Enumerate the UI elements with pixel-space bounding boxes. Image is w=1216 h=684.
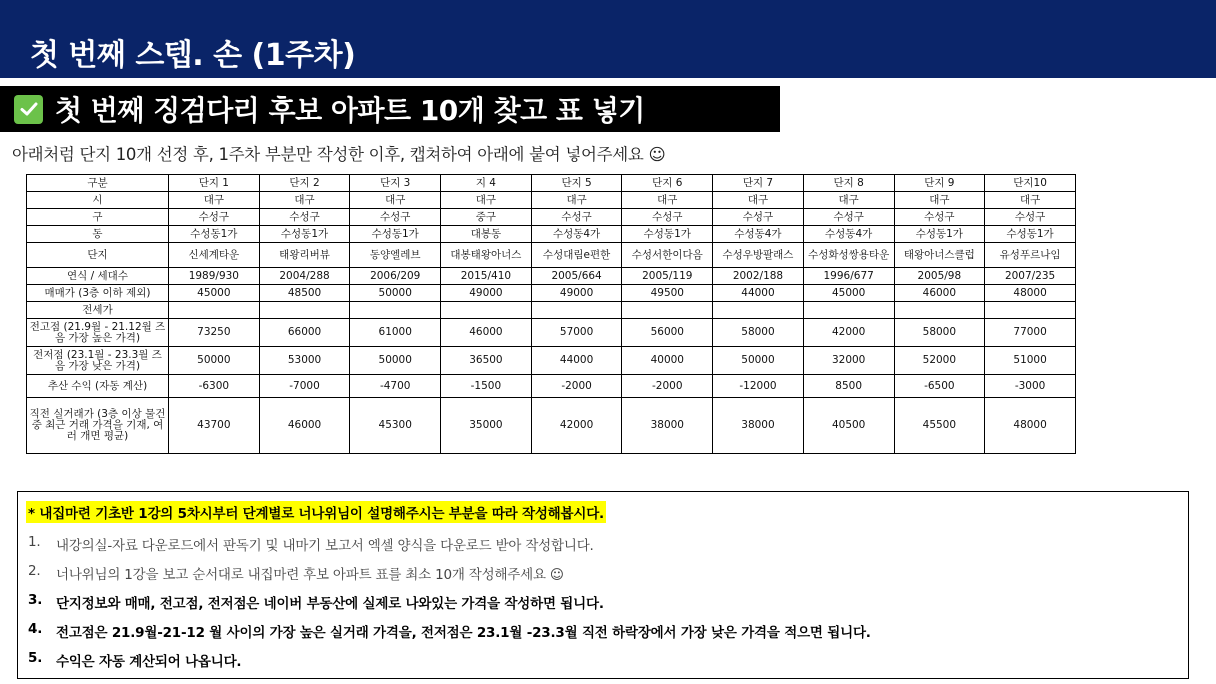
note-item — [28, 592, 604, 612]
table-row — [27, 398, 1076, 454]
table-cell: 수성동1가 — [350, 226, 441, 243]
row-label: 단지 — [27, 243, 169, 268]
table-cell: 대봉동 — [441, 226, 532, 243]
table-cell: 48500 — [259, 285, 350, 302]
row-label: 전고점 (21.9월 - 21.12월 즈음 가장 높은 가격) — [27, 319, 169, 347]
row-label: 매매가 (3층 이하 제외) — [27, 285, 169, 302]
column-header: 단지 8 — [803, 175, 894, 192]
table-cell: -2000 — [622, 375, 713, 398]
table-cell: 50000 — [350, 285, 441, 302]
table-cell: 대구 — [441, 192, 532, 209]
table-cell: 수성동4가 — [803, 226, 894, 243]
table-cell: 대구 — [531, 192, 622, 209]
table-cell: 대구 — [985, 192, 1076, 209]
note-item — [28, 563, 564, 583]
table-row — [27, 285, 1076, 302]
table-cell: 수성동1가 — [985, 226, 1076, 243]
table-cell — [169, 302, 260, 319]
table-cell: -2000 — [531, 375, 622, 398]
table-cell: 수성구 — [350, 209, 441, 226]
table-cell: 38000 — [622, 398, 713, 454]
table-cell — [531, 302, 622, 319]
table-cell: 45000 — [803, 285, 894, 302]
table-cell: 대구 — [350, 192, 441, 209]
note-text: 너나위님의 1강을 보고 순서대로 내집마련 후보 아파트 표를 최소 10개 작성해주세요 ☺ — [56, 567, 564, 583]
column-header: 단지 3 — [350, 175, 441, 192]
table-cell — [985, 302, 1076, 319]
table-cell: 유성푸르나임 — [985, 243, 1076, 268]
table-cell: 수성대림e편한 — [531, 243, 622, 268]
table-row — [27, 302, 1076, 319]
row-label: 구 — [27, 209, 169, 226]
table-cell: 수성동1가 — [622, 226, 713, 243]
table-cell: 61000 — [350, 319, 441, 347]
table-row — [27, 268, 1076, 285]
notes-box — [17, 491, 1189, 679]
table-cell: 대구 — [803, 192, 894, 209]
table-cell: 수성우방팔래스 — [713, 243, 804, 268]
table-cell: 42000 — [531, 398, 622, 454]
table-cell: 2004/288 — [259, 268, 350, 285]
row-label: 연식 / 세대수 — [27, 268, 169, 285]
table-cell: 49500 — [622, 285, 713, 302]
page-title: 첫 번째 스텝. 손 (1주차) — [30, 38, 356, 73]
column-header: 구분 — [27, 175, 169, 192]
note-text: 전고점은 21.9월-21-12 월 사이의 가장 높은 실거래 가격을, 전저점은 23.1월 -23.3월 직전 하락장에서 가장 낮은 가격을 적으면 됩니다. — [56, 625, 871, 641]
column-header: 단지10 — [985, 175, 1076, 192]
table-cell: 수성구 — [803, 209, 894, 226]
table-cell: 2007/235 — [985, 268, 1076, 285]
section-title: 첫 번째 징검다리 후보 아파트 10개 찾고 표 넣기 — [55, 94, 645, 127]
table-cell: -12000 — [713, 375, 804, 398]
table-cell: 1989/930 — [169, 268, 260, 285]
table-cell: 46000 — [441, 319, 532, 347]
table-cell: 50000 — [169, 347, 260, 375]
note-text: 내강의실-자료 다운로드에서 판독기 및 내마기 보고서 엑셀 양식을 다운로드 받아 작성합니다. — [56, 538, 594, 554]
table-row — [27, 192, 1076, 209]
table-row — [27, 375, 1076, 398]
table-row — [27, 319, 1076, 347]
table-cell: 53000 — [259, 347, 350, 375]
check-mark-icon — [14, 95, 43, 124]
note-number: 3. — [28, 592, 43, 608]
table-cell: 38000 — [713, 398, 804, 454]
note-number: 4. — [28, 621, 43, 637]
table-cell: 51000 — [985, 347, 1076, 375]
table-cell: 45300 — [350, 398, 441, 454]
table-cell: 중구 — [441, 209, 532, 226]
table-cell: 수성구 — [259, 209, 350, 226]
section-banner — [0, 86, 780, 132]
table-cell: 대구 — [713, 192, 804, 209]
table-cell: 58000 — [713, 319, 804, 347]
table-cell: -6300 — [169, 375, 260, 398]
table-cell: 40000 — [622, 347, 713, 375]
table-cell: 1996/677 — [803, 268, 894, 285]
table-cell: 52000 — [894, 347, 985, 375]
table-cell: 2005/98 — [894, 268, 985, 285]
table-cell: -7000 — [259, 375, 350, 398]
column-header: 단지 5 — [531, 175, 622, 192]
table-cell: 48000 — [985, 285, 1076, 302]
table-cell — [622, 302, 713, 319]
table-cell: 수성동1가 — [259, 226, 350, 243]
table-cell — [350, 302, 441, 319]
table-cell — [803, 302, 894, 319]
table-cell: 44000 — [531, 347, 622, 375]
table-cell: 대구 — [169, 192, 260, 209]
table-cell: 43700 — [169, 398, 260, 454]
table-cell: 42000 — [803, 319, 894, 347]
table-cell: 40500 — [803, 398, 894, 454]
table-cell: 77000 — [985, 319, 1076, 347]
table-row — [27, 243, 1076, 268]
table-cell: -3000 — [985, 375, 1076, 398]
table-cell: 2005/664 — [531, 268, 622, 285]
table-cell: 수성화성쌍용타운 — [803, 243, 894, 268]
table-cell: 수성구 — [622, 209, 713, 226]
table-cell: 49000 — [531, 285, 622, 302]
table-cell: 대구 — [894, 192, 985, 209]
table-cell: 56000 — [622, 319, 713, 347]
table-cell — [713, 302, 804, 319]
table-cell: 신세계타운 — [169, 243, 260, 268]
column-header: 단지 1 — [169, 175, 260, 192]
table-cell: 동양엘레브 — [350, 243, 441, 268]
table-cell: 수성구 — [985, 209, 1076, 226]
table-cell: 32000 — [803, 347, 894, 375]
row-label: 시 — [27, 192, 169, 209]
table-cell: 48000 — [985, 398, 1076, 454]
table-cell: 태왕아너스클럽 — [894, 243, 985, 268]
note-item — [28, 650, 241, 670]
header-bar — [0, 0, 1216, 78]
apartment-candidate-table — [26, 174, 1076, 454]
table-row — [27, 347, 1076, 375]
column-header: 지 4 — [441, 175, 532, 192]
table-cell: 66000 — [259, 319, 350, 347]
table-row — [27, 226, 1076, 243]
note-number: 5. — [28, 650, 43, 666]
row-label: 전세가 — [27, 302, 169, 319]
table-cell: 46000 — [259, 398, 350, 454]
row-label: 추산 수익 (자동 계산) — [27, 375, 169, 398]
note-text: 단지정보와 매매, 전고점, 전저점은 네이버 부동산에 실제로 나와있는 가격을 작성하면 됩니다. — [56, 596, 604, 612]
note-text: 수익은 자동 계산되어 나옵니다. — [56, 654, 242, 670]
table-cell: 46000 — [894, 285, 985, 302]
table-cell: 수성동4가 — [713, 226, 804, 243]
table-cell: 수성구 — [531, 209, 622, 226]
table-cell: 44000 — [713, 285, 804, 302]
table-cell: 수성구 — [713, 209, 804, 226]
table-cell — [894, 302, 985, 319]
table-header-row — [27, 175, 1076, 192]
table-cell: 35000 — [441, 398, 532, 454]
row-label: 동 — [27, 226, 169, 243]
table-cell: 73250 — [169, 319, 260, 347]
table-cell: 대구 — [259, 192, 350, 209]
table-cell: 태왕리버뷰 — [259, 243, 350, 268]
table-cell: 50000 — [713, 347, 804, 375]
table-cell: 2005/119 — [622, 268, 713, 285]
note-number: 2. — [28, 563, 41, 579]
row-label: 전저점 (23.1월 - 23.3월 즈음 가장 낮은 가격) — [27, 347, 169, 375]
table-cell: 45500 — [894, 398, 985, 454]
note-item — [28, 621, 871, 641]
table-cell: 2015/410 — [441, 268, 532, 285]
table-cell: 36500 — [441, 347, 532, 375]
table-cell: 49000 — [441, 285, 532, 302]
table-cell: 57000 — [531, 319, 622, 347]
table-cell — [441, 302, 532, 319]
table-cell: -1500 — [441, 375, 532, 398]
table-row — [27, 209, 1076, 226]
table-cell: 대봉태왕아너스 — [441, 243, 532, 268]
table-cell: 수성동1가 — [894, 226, 985, 243]
table-cell: 수성동4가 — [531, 226, 622, 243]
table-cell: 수성구 — [894, 209, 985, 226]
column-header: 단지 6 — [622, 175, 713, 192]
table-cell: 대구 — [622, 192, 713, 209]
table-cell: -4700 — [350, 375, 441, 398]
table-cell: 8500 — [803, 375, 894, 398]
note-item — [28, 534, 594, 554]
table-cell: 수성동1가 — [169, 226, 260, 243]
column-header: 단지 9 — [894, 175, 985, 192]
table-cell: 수성서한이다음 — [622, 243, 713, 268]
note-number: 1. — [28, 534, 41, 550]
table-cell: 58000 — [894, 319, 985, 347]
table-cell: 50000 — [350, 347, 441, 375]
notes-headline: * 내집마련 기초반 1강의 5차시부터 단계별로 너나위님이 설명해주시는 부분을 따라 작성해봅시다. — [26, 501, 606, 523]
table-cell: 수성구 — [169, 209, 260, 226]
row-label: 직전 실거래가 (3층 이상 물건 중 최근 거래 가격을 기재, 여러 개면 평균) — [27, 398, 169, 454]
column-header: 단지 2 — [259, 175, 350, 192]
instruction-text: 아래처럼 단지 10개 선정 후, 1주차 부분만 작성한 이후, 캡쳐하여 아래에 붙여 넣어주세요 ☺ — [12, 145, 666, 164]
table-cell: 45000 — [169, 285, 260, 302]
table-cell: 2002/188 — [713, 268, 804, 285]
table-cell: 2006/209 — [350, 268, 441, 285]
table-cell — [259, 302, 350, 319]
column-header: 단지 7 — [713, 175, 804, 192]
table-cell: -6500 — [894, 375, 985, 398]
